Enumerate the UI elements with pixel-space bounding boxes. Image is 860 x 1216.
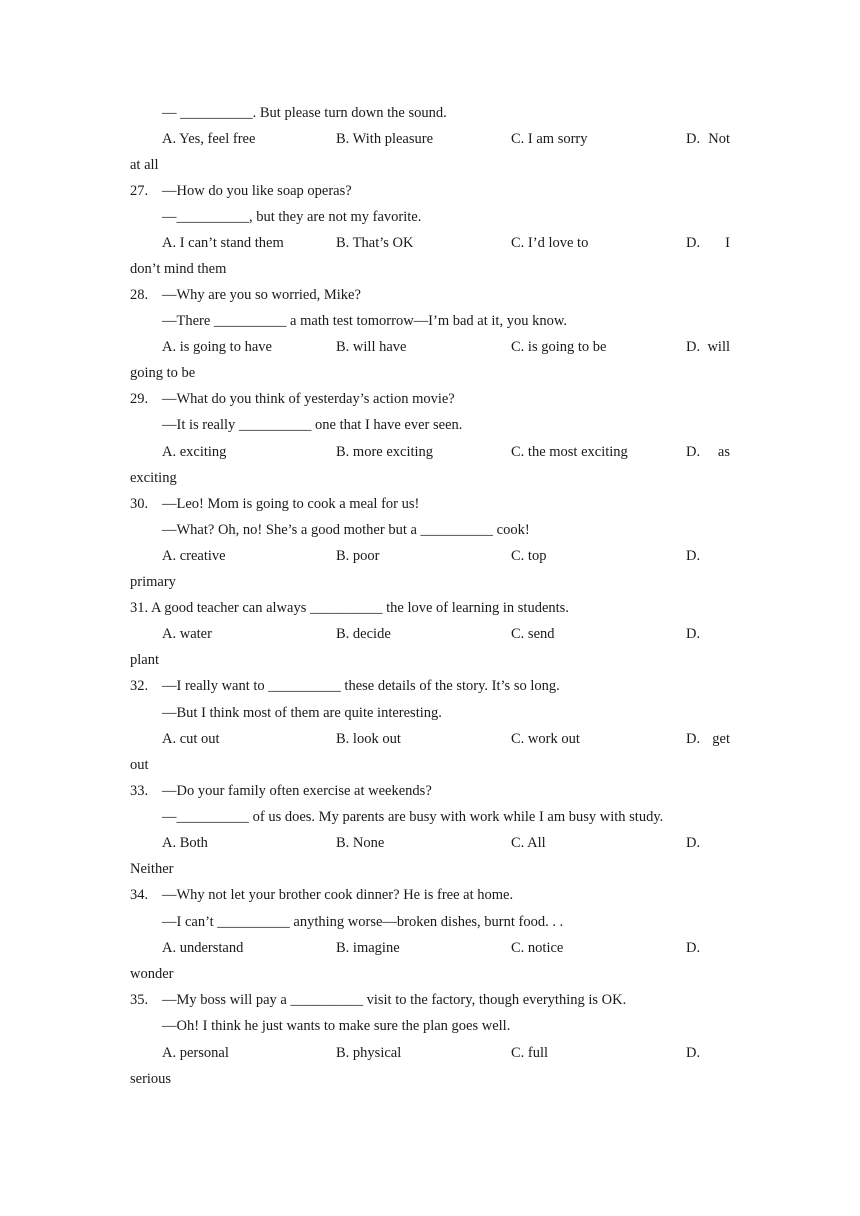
q27-option-a: A. I can’t stand them (162, 235, 284, 251)
q30-option-d-letter: D. (686, 548, 701, 564)
q32-question: —I really want to __________ these details of the story. It’s so long. (162, 678, 560, 694)
q29-question: —What do you think of yesterday’s action movie? (162, 391, 455, 407)
q30-question: —Leo! Mom is going to cook a meal for us! (162, 496, 420, 512)
q32-option-d-wrap: out (130, 757, 149, 773)
q29-option-d-first: as (717, 444, 730, 460)
q35-option-b: B. physical (336, 1045, 402, 1061)
q28-option-d-first: will (707, 339, 730, 355)
q31-option-c: C. send (511, 626, 555, 642)
q28-answer-line: —There __________ a math test tomorrow—I’m bad at it, you know. (162, 313, 567, 329)
q33-option-a: A. Both (162, 835, 208, 851)
q26-option-b: B. With pleasure (336, 131, 434, 147)
q27-option-d-first: I (725, 235, 730, 251)
q28-option-b: B. will have (336, 339, 407, 355)
q26-option-a: A. Yes, feel free (162, 131, 256, 147)
q27-option-c: C. I’d love to (511, 235, 589, 251)
q29-option-c: C. the most exciting (511, 444, 628, 460)
q30-answer-line: —What? Oh, no! She’s a good mother but a __________ cook! (162, 522, 530, 538)
q28-option-a: A. is going to have (162, 339, 272, 355)
q33-number: 33. (130, 783, 149, 799)
q35-option-a: A. personal (162, 1045, 229, 1061)
q32-number: 32. (130, 678, 149, 694)
q32-option-b: B. look out (336, 731, 401, 747)
q29-option-d-letter: D. (686, 444, 701, 460)
q28-question: —Why are you so worried, Mike? (162, 287, 361, 303)
q35-number: 35. (130, 992, 149, 1008)
q33-option-d-wrap: Neither (130, 861, 174, 877)
q28-number: 28. (130, 287, 149, 303)
q28-option-d-wrap: going to be (130, 365, 196, 381)
q34-question: —Why not let your brother cook dinner? He is free at home. (162, 887, 514, 903)
q30-option-d-wrap: primary (130, 574, 176, 590)
q33-option-c: C. All (511, 835, 546, 851)
q34-option-c: C. notice (511, 940, 564, 956)
q32-option-d-first: get (712, 731, 730, 747)
q30-option-d (686, 547, 730, 565)
q34-number: 34. (130, 887, 149, 903)
q32-option-c: C. work out (511, 731, 580, 747)
q26-option-d-first: Not (708, 131, 730, 147)
q34-option-b: B. imagine (336, 940, 400, 956)
q34-option-d-letter: D. (686, 940, 701, 956)
q31-option-d (686, 625, 730, 643)
q31-option-d-letter: D. (686, 626, 701, 642)
q32-option-a: A. cut out (162, 731, 220, 747)
q33-answer-line: —__________ of us does. My parents are busy with work while I am busy with study. (162, 809, 664, 825)
q26-option-d-letter: D. (686, 131, 701, 147)
q34-option-d (686, 939, 730, 957)
q26-option-c: C. I am sorry (511, 131, 588, 147)
q28-option-c: C. is going to be (511, 339, 607, 355)
q27-option-d (686, 234, 730, 252)
q29-option-d (686, 443, 730, 461)
q27-option-d-wrap: don’t mind them (130, 261, 227, 277)
q29-answer-line: —It is really __________ one that I have ever seen. (162, 417, 463, 433)
q34-option-a: A. understand (162, 940, 244, 956)
q32-option-d-letter: D. (686, 731, 701, 747)
q26-option-d (686, 130, 730, 148)
q35-option-c: C. full (511, 1045, 549, 1061)
q35-answer-line: —Oh! I think he just wants to make sure the plan goes well. (162, 1018, 511, 1034)
q26-option-d-wrap: at all (130, 157, 159, 173)
q27-answer-line: —__________, but they are not my favorite. (162, 209, 422, 225)
q31-question: 31. A good teacher can always __________ the love of learning in students. (130, 600, 569, 616)
q29-option-a: A. exciting (162, 444, 227, 460)
q27-option-d-letter: D. (686, 235, 701, 251)
q33-option-d (686, 834, 730, 852)
q31-option-d-wrap: plant (130, 652, 159, 668)
q35-question: —My boss will pay a __________ visit to the factory, though everything is OK. (162, 992, 627, 1008)
q28-option-d (686, 338, 730, 356)
q29-option-d-wrap: exciting (130, 470, 177, 486)
q32-answer-line: —But I think most of them are quite interesting. (162, 705, 442, 721)
q34-option-d-wrap: wonder (130, 966, 174, 982)
q27-option-b: B. That’s OK (336, 235, 414, 251)
q30-number: 30. (130, 496, 149, 512)
q30-option-c: C. top (511, 548, 547, 564)
q29-option-b: B. more exciting (336, 444, 434, 460)
q30-option-a: A. creative (162, 548, 226, 564)
q27-number: 27. (130, 183, 149, 199)
q33-question: —Do your family often exercise at weekends? (162, 783, 432, 799)
q29-number: 29. (130, 391, 149, 407)
q34-answer-line: —I can’t __________ anything worse—broken dishes, burnt food. . . (162, 914, 564, 930)
q33-option-b: B. None (336, 835, 385, 851)
q30-option-b: B. poor (336, 548, 380, 564)
q35-option-d-letter: D. (686, 1045, 701, 1061)
q26-answer-line: — __________. But please turn down the sound. (162, 105, 447, 121)
q31-option-a: A. water (162, 626, 212, 642)
q32-option-d (686, 730, 730, 748)
q33-option-d-letter: D. (686, 835, 701, 851)
q31-option-b: B. decide (336, 626, 391, 642)
q35-option-d-wrap: serious (130, 1071, 172, 1087)
q27-question: —How do you like soap operas? (162, 183, 352, 199)
q35-option-d (686, 1044, 730, 1062)
q28-option-d-letter: D. (686, 339, 701, 355)
